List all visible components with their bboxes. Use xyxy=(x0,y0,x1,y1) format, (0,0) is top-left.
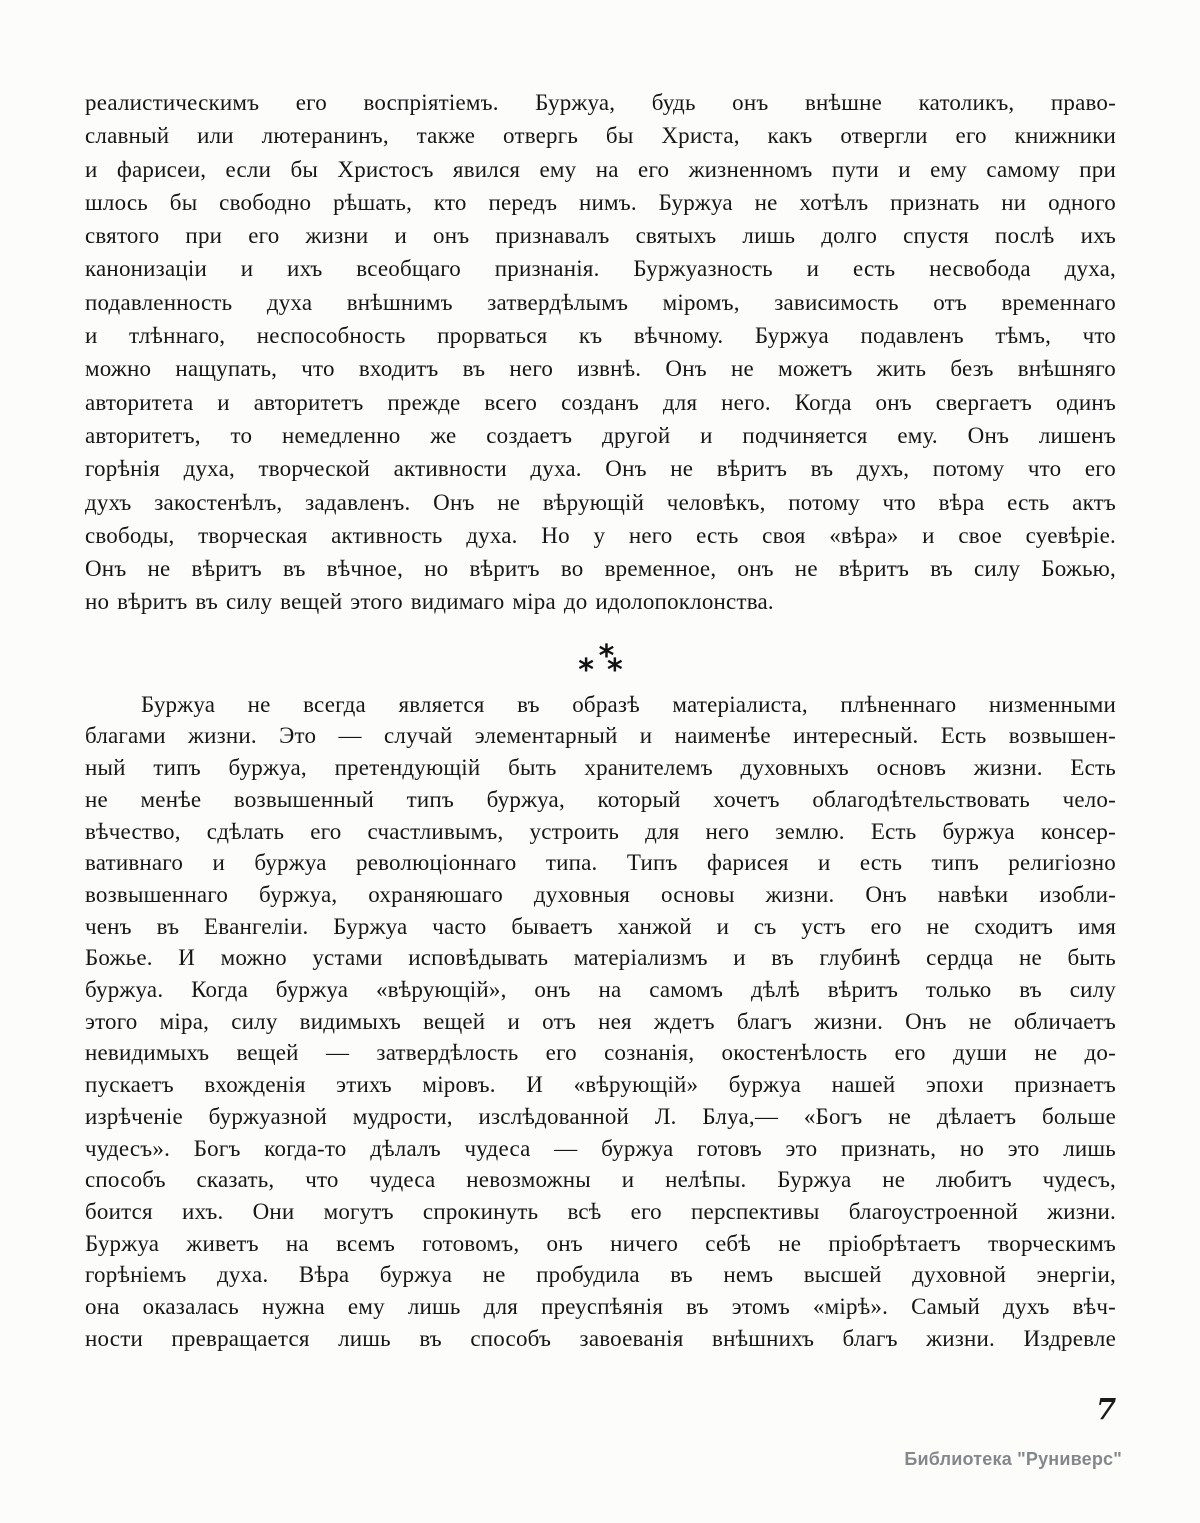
text-line: канонизаціи и ихъ всеобщаго признанія. Буржуазность и есть несвобода духа, xyxy=(85,256,1116,282)
text-line: горѣнія духа, творческой активности духа. Онъ не вѣритъ въ духъ, потому что его xyxy=(85,456,1116,482)
text-line: авторитетъ, то немедленно же создаетъ другой и подчиняется ему. Онъ лишенъ xyxy=(85,422,1116,448)
text-line: и тлѣннаго, неспособность прорваться къ вѣчному. Буржуа подавленъ тѣмъ, что xyxy=(85,323,1116,349)
text-line: шлось бы свободно рѣшать, кто передъ нимъ. Буржуа не хотѣлъ признать ни одного xyxy=(85,189,1116,215)
text-block xyxy=(85,86,1116,1355)
text-line: ный типъ буржуа, претендующій быть хранителемъ духовныхъ основъ жизни. Есть xyxy=(85,755,1116,781)
text-line: Божье. И можно устами исповѣдывать матеріализмъ и въ глубинѣ сердца не быть xyxy=(85,945,1116,971)
text-line: чудесъ». Богъ когда-то дѣлалъ чудеса — буржуа готовъ это признать, но это лишь xyxy=(85,1135,1116,1161)
text-line: не менѣе возвышенный типъ буржуа, который хочетъ облагодѣтельствовать чело- xyxy=(85,786,1116,812)
text-line: ченъ въ Евангеліи. Буржуа часто бываетъ ханжой и съ устъ его не сходитъ имя xyxy=(85,913,1116,939)
text-line: способъ сказать, что чудеса невозможны и нелѣпы. Буржуа не любитъ чудесъ, xyxy=(85,1167,1116,1193)
text-line: но вѣритъ въ силу вещей этого видимаго міра до идолопоклонства. xyxy=(85,589,774,615)
text-line: боится ихъ. Они могутъ спрокинуть всѣ его перспективы благоустроенной жизни. xyxy=(85,1199,1116,1224)
text-line: ности превращается лишь въ способъ завоеванія внѣшнихъ благъ жизни. Издревле xyxy=(85,1325,1116,1351)
text-line: вативнаго и буржуа революціоннаго типа. Типъ фарисея и есть типъ религіозно xyxy=(85,850,1116,876)
text-line: Онъ не вѣритъ въ вѣчное, но вѣритъ во временное, онъ не вѣритъ въ силу Божью, xyxy=(85,556,1116,582)
text-line: славный или лютеранинъ, также отвергь бы Христа, какъ отвергли его книжники xyxy=(85,123,1116,149)
library-watermark: Библиотека "Руниверс" xyxy=(904,1449,1122,1469)
text-line: буржуа. Когда буржуа «вѣрующій», онъ на самомъ дѣлѣ вѣритъ только въ силу xyxy=(85,977,1116,1003)
text-line: пускаетъ вхожденія этихъ міровъ. И «вѣрующій» буржуа нашей эпохи признаетъ xyxy=(85,1072,1116,1098)
asterisk-icon: * xyxy=(598,638,615,674)
text-line: она оказалась нужна ему лишь для преуспѣянія въ этомъ «мірѣ». Самый духъ вѣч- xyxy=(85,1294,1116,1320)
asterisk-icon: * xyxy=(607,652,623,688)
text-line: авторитета и авторитетъ прежде всего созданъ для него. Когда онъ свергаетъ одинъ xyxy=(85,389,1116,415)
text-line: подавленность духа внѣшнимъ затвердѣлымъ міромъ, зависимость отъ временнаго xyxy=(85,289,1116,315)
text-line: можно нащупать, что входитъ въ него извнѣ. Онъ не можетъ жить безъ внѣшняго xyxy=(85,356,1116,382)
text-line: благами жизни. Это — случай элементарный и наименѣе интересный. Есть возвышен- xyxy=(85,723,1116,749)
text-line: святого при его жизни и онъ признавалъ святыхъ лишь долго спустя послѣ ихъ xyxy=(85,223,1116,249)
asterisk-icon: * xyxy=(578,652,594,688)
text-line: изрѣченіе буржуазной мудрости, изслѣдованной Л. Блуа,— «Богъ не дѣлаетъ больше xyxy=(85,1103,1116,1129)
text-line: Буржуа живетъ на всемъ готовомъ, онъ ничего себѣ не пріобрѣтаетъ творческимъ xyxy=(85,1230,1116,1256)
page-number: 7 xyxy=(1096,1392,1117,1426)
text-line: невидимыхъ вещей — затвердѣлость его сознанія, окостенѣлость его души не до- xyxy=(85,1040,1116,1066)
text-line: горѣніемъ духа. Вѣра буржуа не пробудила въ немъ высшей духовной энергіи, xyxy=(85,1262,1116,1288)
text-line: вѣчество, сдѣлать его счастливымъ, устроить для него землю. Есть буржуа консер- xyxy=(85,818,1116,844)
text-line: возвышеннаго буржуа, охраняюшаго духовныя основы жизни. Онъ навѣки изобли- xyxy=(85,881,1116,907)
asterism-divider xyxy=(85,619,1116,689)
paragraph-1 xyxy=(85,86,1116,619)
paragraph-2 xyxy=(85,689,1116,1355)
text-line: и фарисеи, если бы Христосъ явился ему на его жизненномъ пути и ему самому при xyxy=(85,156,1116,182)
text-line: Буржуа не всегда является въ образѣ матеріалиста, плѣненнаго низменными xyxy=(141,691,1116,717)
text-line: свободы, творческая активность духа. Но у него есть своя «вѣра» и свое суевѣріе. xyxy=(85,522,1116,548)
text-line: духъ закостенѣлъ, задавленъ. Онъ не вѣрующій человѣкъ, потому что вѣра есть актъ xyxy=(85,489,1116,515)
text-line: этого міра, силу видимыхъ вещей и отъ нея ждетъ благъ жизни. Онъ не обличаетъ xyxy=(85,1008,1116,1034)
text-line: реалистическимъ его воспріятіемъ. Буржуа, будь онъ внѣшне католикъ, право- xyxy=(85,90,1116,115)
